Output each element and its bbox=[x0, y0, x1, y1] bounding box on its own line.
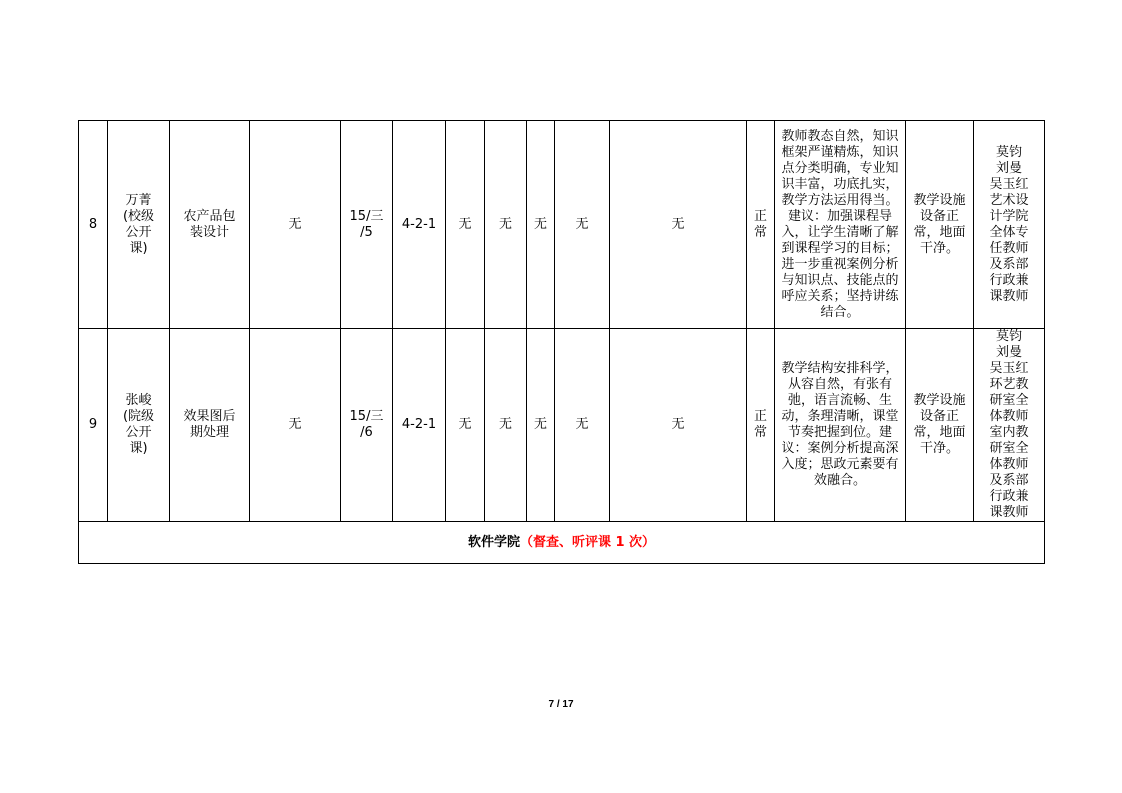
table-cell: 无 bbox=[527, 329, 555, 522]
condition-cell: 教学设施设备正常，地面干净。 bbox=[906, 121, 974, 329]
period-cell: 4-2-1 bbox=[393, 121, 446, 329]
teacher-cell: 张峻 (院级 公开 课) bbox=[108, 329, 170, 522]
inspection-table bbox=[78, 120, 1045, 564]
row-number: 8 bbox=[79, 121, 108, 329]
table-row bbox=[79, 329, 1045, 522]
status-cell: 正 常 bbox=[747, 121, 775, 329]
table-cell: 无 bbox=[555, 121, 610, 329]
comment-cell: 教师教态自然，知识框架严谨精炼，知识点分类明确，专业知识丰富，功底扎实，教学方法运用得当。建议：加强课程导入，让学生清晰了解到课程学习的目标；进一步重视案例分析与知识点、技能点的呼应关系；坚持讲练结合。 bbox=[775, 121, 906, 329]
section-row bbox=[79, 522, 1045, 564]
status-cell: 正 常 bbox=[747, 329, 775, 522]
table-cell: 无 bbox=[527, 121, 555, 329]
teacher-cell: 万菁 (校级 公开 课) bbox=[108, 121, 170, 329]
table-cell: 无 bbox=[555, 329, 610, 522]
course-cell: 效果图后 期处理 bbox=[170, 329, 250, 522]
condition-cell: 教学设施设备正常，地面干净。 bbox=[906, 329, 974, 522]
table-cell: 无 bbox=[250, 121, 341, 329]
table-cell: 无 bbox=[610, 121, 747, 329]
row-number: 9 bbox=[79, 329, 108, 522]
section-header bbox=[79, 522, 1045, 564]
table-cell: 无 bbox=[446, 329, 485, 522]
page-number: 7 / 17 bbox=[548, 699, 574, 710]
table-cell: 无 bbox=[250, 329, 341, 522]
table-row bbox=[79, 121, 1045, 329]
comment-cell: 教学结构安排科学，从容自然，有张有弛，语言流畅、生动，条理清晰，课堂节奏把握到位。建议：案例分析提高深入度；思政元素要有效融合。 bbox=[775, 329, 906, 522]
table-cell: 无 bbox=[485, 121, 527, 329]
date-cell: 15/三 /5 bbox=[341, 121, 393, 329]
section-name: 软件学院 bbox=[467, 534, 520, 550]
section-note: （督查、听评课 1 次） bbox=[519, 534, 656, 550]
date-cell: 15/三 /6 bbox=[341, 329, 393, 522]
period-cell: 4-2-1 bbox=[393, 329, 446, 522]
table-cell: 无 bbox=[485, 329, 527, 522]
attendees-cell: 莫钧 刘曼 吴玉红 艺术设 计学院 全体专 任教师 及系部 行政兼 课教师 bbox=[974, 121, 1045, 329]
course-cell: 农产品包 装设计 bbox=[170, 121, 250, 329]
table-cell: 无 bbox=[446, 121, 485, 329]
attendees-cell: 莫钧 刘曼 吴玉红 环艺教 研室全 体教师 室内教 研室全 体教师 及系部 行政兼 课教师 bbox=[974, 329, 1045, 522]
table-cell: 无 bbox=[610, 329, 747, 522]
